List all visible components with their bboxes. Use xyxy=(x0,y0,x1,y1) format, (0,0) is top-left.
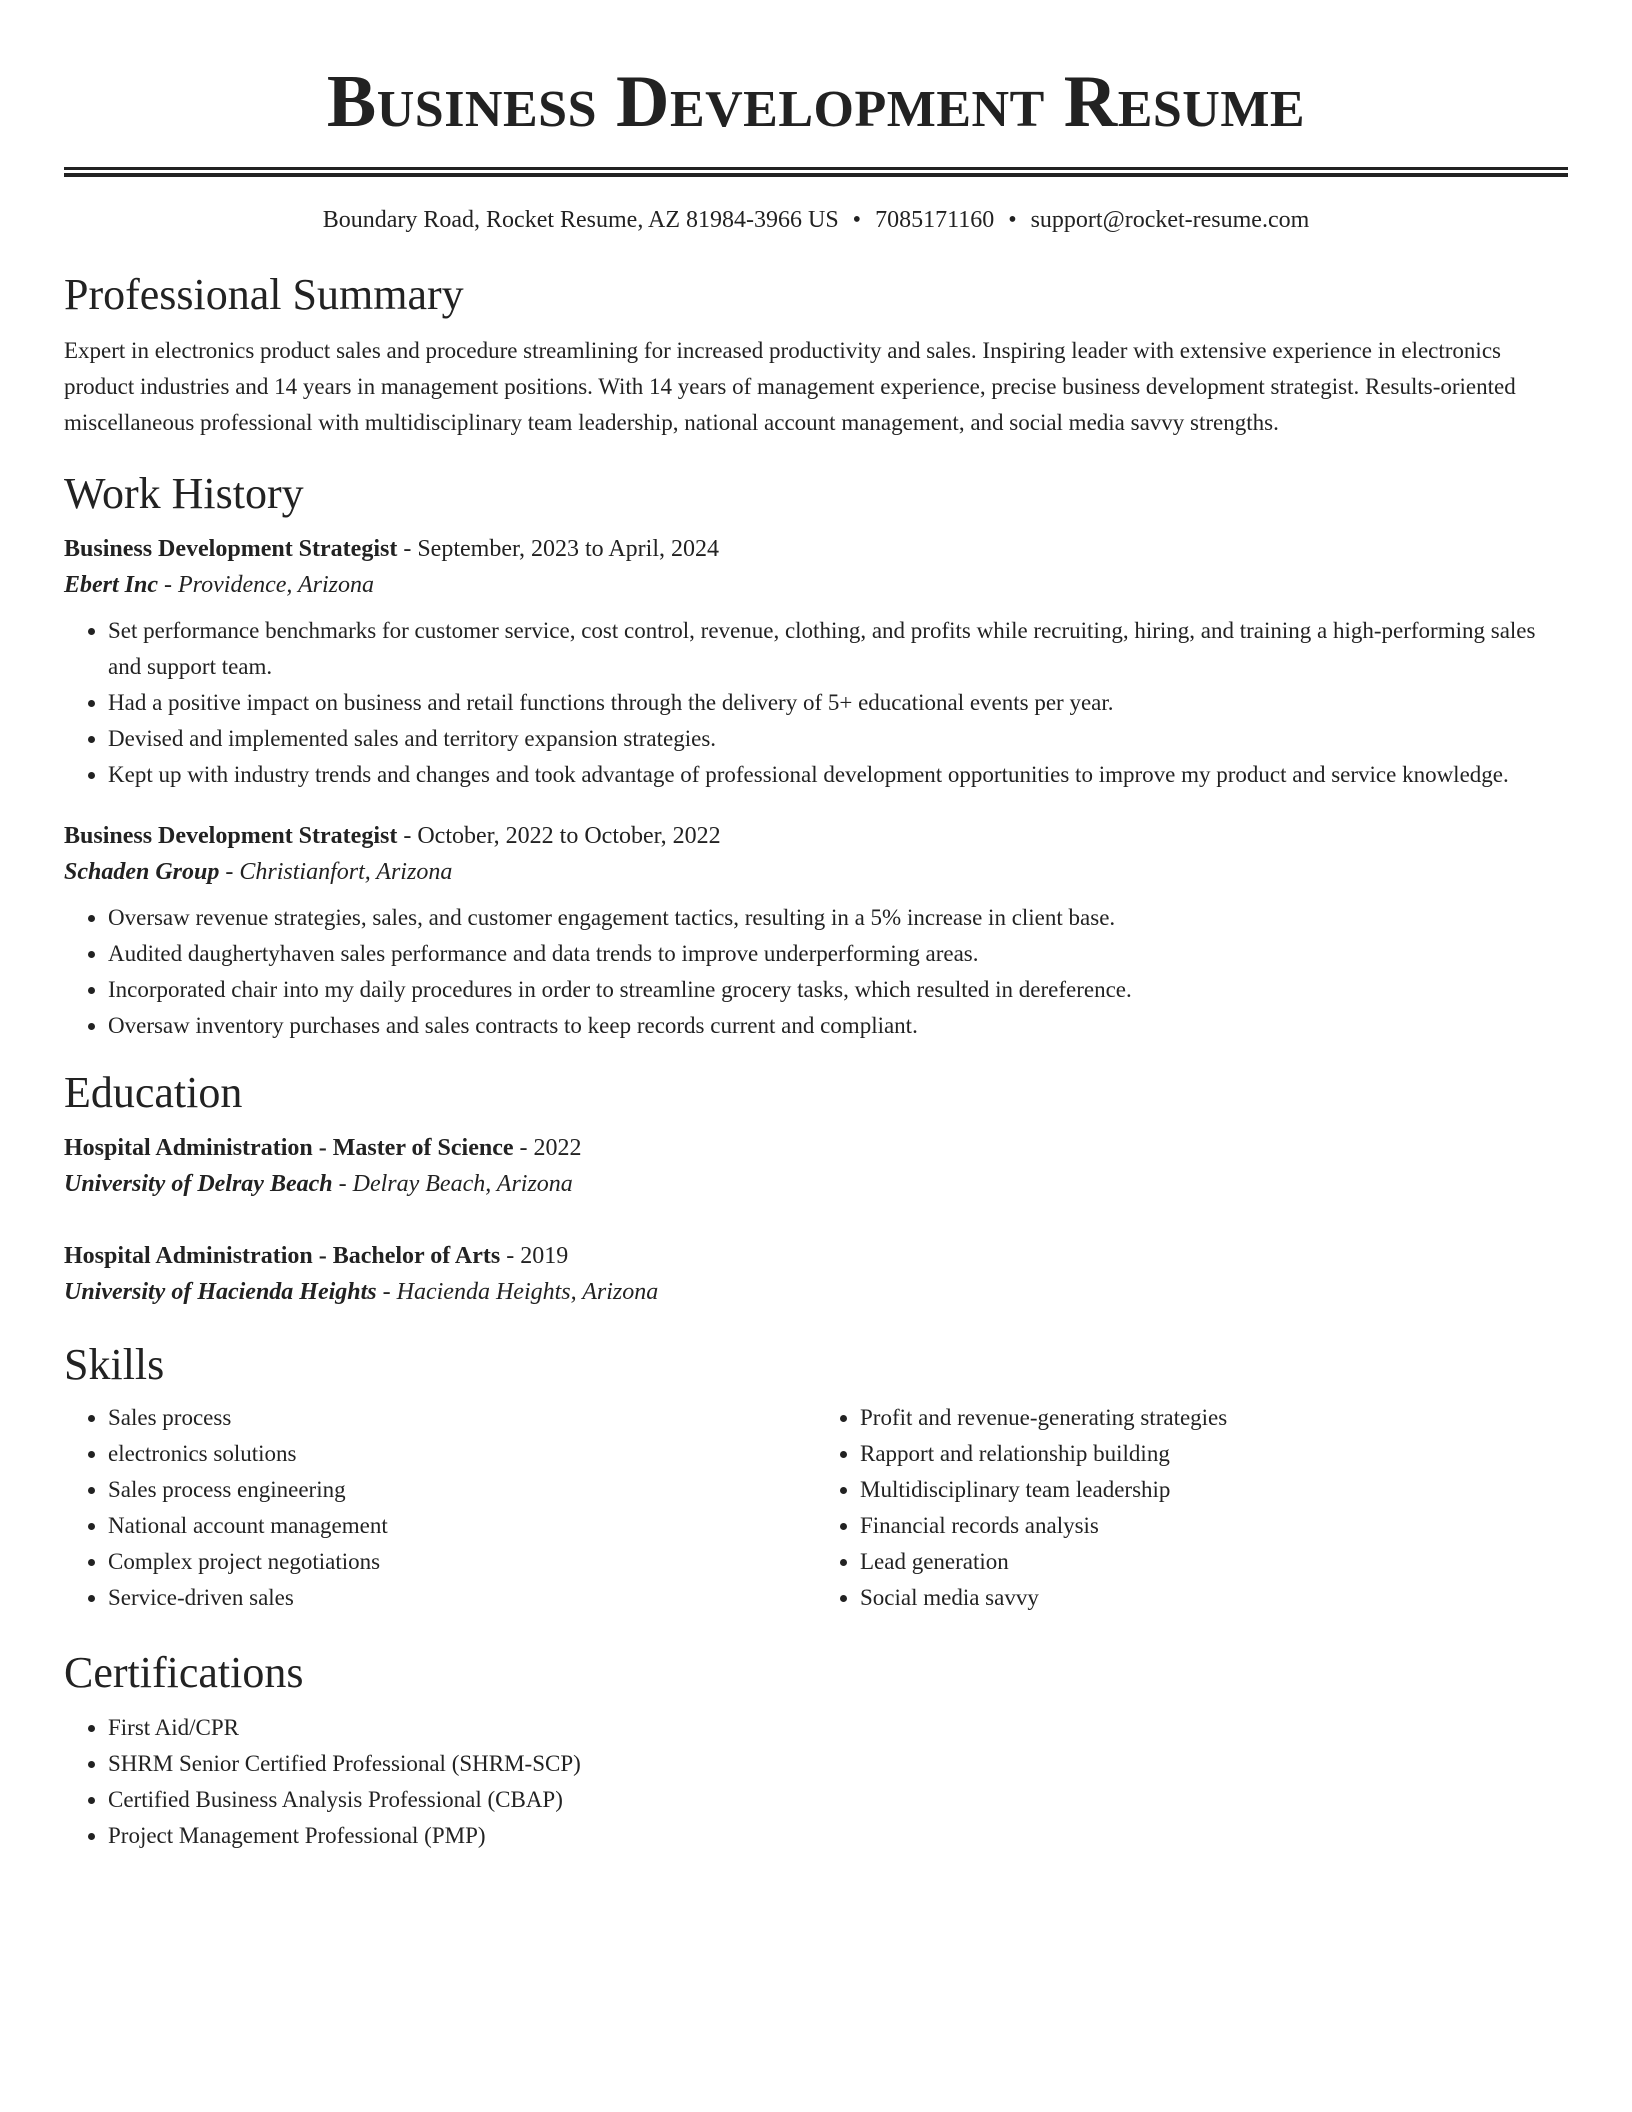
job-role: Business Development Strategist xyxy=(64,823,398,849)
list-item: • National account management xyxy=(108,1508,816,1544)
list-item: • Incorporated chair into my daily procedures in order to streamline grocery tasks, which resulted in dereference. xyxy=(108,972,1568,1008)
resume-title: Business Development Resume xyxy=(326,61,1306,143)
skills-grid xyxy=(64,1400,1568,1616)
job-role: Business Development Strategist xyxy=(64,536,398,562)
education-school-line xyxy=(64,1166,1568,1202)
list-item: • Audited daughertyhaven sales performance and data trends to improve underperforming areas. xyxy=(108,936,1568,972)
dash: - xyxy=(500,1243,521,1269)
title-divider xyxy=(64,167,1568,177)
job-company-line xyxy=(64,567,1568,603)
education-entry xyxy=(64,1238,1568,1310)
list-item: • Multidisciplinary team leadership xyxy=(860,1472,1568,1508)
dash: - xyxy=(332,1171,353,1197)
dash: - xyxy=(376,1279,397,1305)
list-item: • Complex project negotiations xyxy=(108,1544,816,1580)
list-item: • Certified Business Analysis Professional (CBAP) xyxy=(108,1782,1568,1818)
job-bullets xyxy=(64,613,1568,793)
skills-column-right xyxy=(816,1400,1568,1616)
list-item: • Devised and implemented sales and territory expansion strategies. xyxy=(108,721,1568,757)
list-item: • Kept up with industry trends and changes and took advantage of professional development opportunities to improve my product and service knowledge. xyxy=(108,757,1568,793)
contact-phone: 7085171160 xyxy=(875,207,995,233)
list-item: • Service-driven sales xyxy=(108,1580,816,1616)
list-item: • Had a positive impact on business and retail functions through the delivery of 5+ educational events per year. xyxy=(108,685,1568,721)
list-item: • SHRM Senior Certified Professional (SHRM-SCP) xyxy=(108,1746,1568,1782)
skills-heading: Skills xyxy=(64,1340,165,1389)
list-item: • Profit and revenue-generating strategies xyxy=(860,1400,1568,1436)
list-item: • Sales process xyxy=(108,1400,816,1436)
job-bullets xyxy=(64,900,1568,1044)
education-year: 2019 xyxy=(520,1243,569,1269)
list-item: • Financial records analysis xyxy=(860,1508,1568,1544)
dash: - xyxy=(158,572,179,598)
education-school: University of Hacienda Heights xyxy=(64,1279,377,1305)
education-heading: Education xyxy=(64,1068,243,1117)
education-school: University of Delray Beach xyxy=(64,1171,333,1197)
job-entry xyxy=(64,818,1568,1044)
education-entry xyxy=(64,1130,1568,1202)
contact-email: support@rocket-resume.com xyxy=(1030,207,1310,233)
job-company: Ebert Inc xyxy=(64,572,159,598)
list-item: • Sales process engineering xyxy=(108,1472,816,1508)
education-degree: Hospital Administration - Master of Science xyxy=(64,1135,514,1161)
job-dates: October, 2022 to October, 2022 xyxy=(417,823,721,849)
job-heading xyxy=(64,818,1568,854)
job-company-line xyxy=(64,854,1568,890)
list-item: • Set performance benchmarks for customer service, cost control, revenue, clothing, and profits while recruiting, hiring, and training a high-performing sales and support team. xyxy=(108,613,1568,685)
job-location: Christianfort, Arizona xyxy=(239,859,453,885)
education-heading-line xyxy=(64,1238,1568,1274)
dash: - xyxy=(219,859,240,885)
certifications-heading: Certifications xyxy=(64,1648,304,1697)
certifications-list xyxy=(64,1710,1568,1854)
education-location: Delray Beach, Arizona xyxy=(352,1171,573,1197)
summary-heading: Professional Summary xyxy=(64,270,464,319)
list-item: • Oversaw inventory purchases and sales contracts to keep records current and compliant. xyxy=(108,1008,1568,1044)
job-location: Providence, Arizona xyxy=(178,572,374,598)
job-entry xyxy=(64,531,1568,793)
list-item: • First Aid/CPR xyxy=(108,1710,1568,1746)
work-history-heading: Work History xyxy=(64,469,304,518)
job-company: Schaden Group xyxy=(64,859,220,885)
dash: - xyxy=(397,536,418,562)
list-item: • Social media savvy xyxy=(860,1580,1568,1616)
skills-column-left xyxy=(64,1400,816,1616)
summary-text: Expert in electronics product sales and procedure streamlining for increased productivity and sales. Inspiring leader with extensive experience in electronics product industries and 14 years in management positions. With 14 years of management experience, precise business development strategist. Results-oriented miscellaneous professional with multidisciplinary team leadership, national account management, and social media savvy strengths. xyxy=(64,338,1516,435)
education-degree: Hospital Administration - Bachelor of Arts xyxy=(64,1243,501,1269)
list-item: • Oversaw revenue strategies, sales, and customer engagement tactics, resulting in a 5% increase in client base. xyxy=(108,900,1568,936)
contact-address: Boundary Road, Rocket Resume, AZ 81984-3966 US xyxy=(322,207,839,233)
list-item: • Lead generation xyxy=(860,1544,1568,1580)
education-year: 2022 xyxy=(533,1135,582,1161)
job-dates: September, 2023 to April, 2024 xyxy=(417,536,720,562)
education-heading-line xyxy=(64,1130,1568,1166)
dash: - xyxy=(397,823,418,849)
dash: - xyxy=(513,1135,534,1161)
contact-line xyxy=(64,205,1568,235)
education-school-line xyxy=(64,1274,1568,1310)
job-heading xyxy=(64,531,1568,567)
contact-separator: • xyxy=(852,207,862,233)
list-item: • Rapport and relationship building xyxy=(860,1436,1568,1472)
list-item: • Project Management Professional (PMP) xyxy=(108,1818,1568,1854)
list-item: • electronics solutions xyxy=(108,1436,816,1472)
education-location: Hacienda Heights, Arizona xyxy=(396,1279,659,1305)
contact-separator: • xyxy=(1008,207,1017,233)
